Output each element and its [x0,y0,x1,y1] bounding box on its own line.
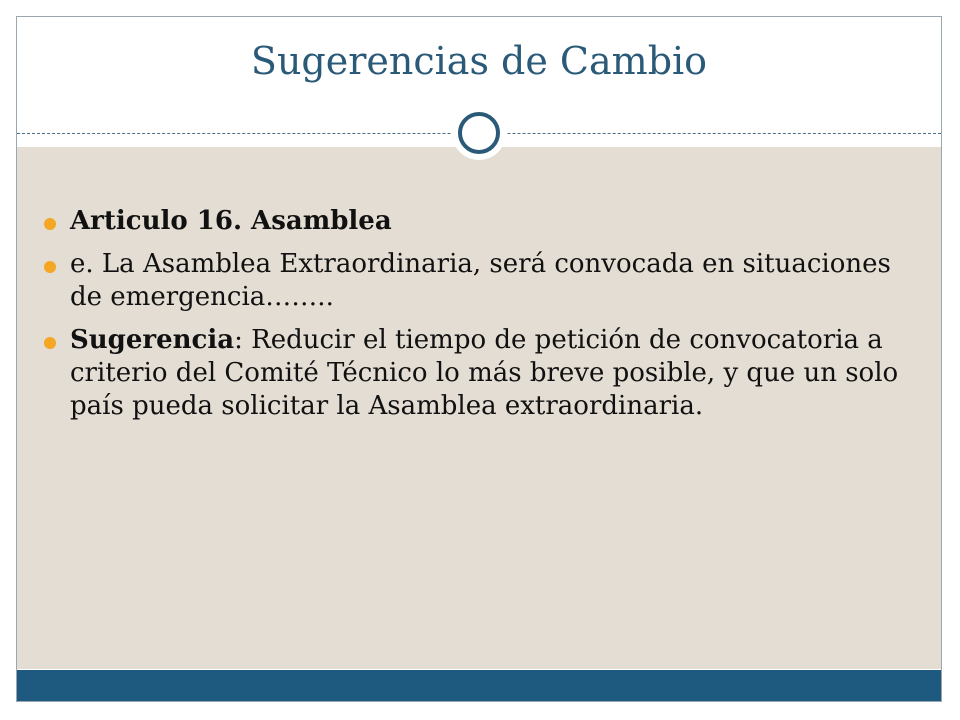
bullet-item-clause [42,248,902,314]
bottom-bar [17,670,941,701]
bullet-dot-icon [44,337,56,349]
bullet-text: : Reducir el tiempo de petición de convocatoria a criterio del Comité Técnico lo más breve posible, y que un solo país pueda solicitar la Asamblea extraordinaria. [70,325,899,421]
bullet-text: e. La Asamblea Extraordinaria, será convocada en situaciones de emergencia…….. [70,249,891,312]
bullet-bold-text: Sugerencia [70,325,235,355]
bullet-dot-icon [44,218,56,230]
ring-ornament-icon [452,106,506,160]
bullet-item-suggestion [42,324,902,423]
slide-title: Sugerencias de Cambio [250,39,708,83]
bullet-dot-icon [44,261,56,273]
bullet-bold-text: Articulo 16. Asamblea [70,206,392,236]
bullet-item-article [42,205,902,238]
bullet-list [42,205,902,433]
